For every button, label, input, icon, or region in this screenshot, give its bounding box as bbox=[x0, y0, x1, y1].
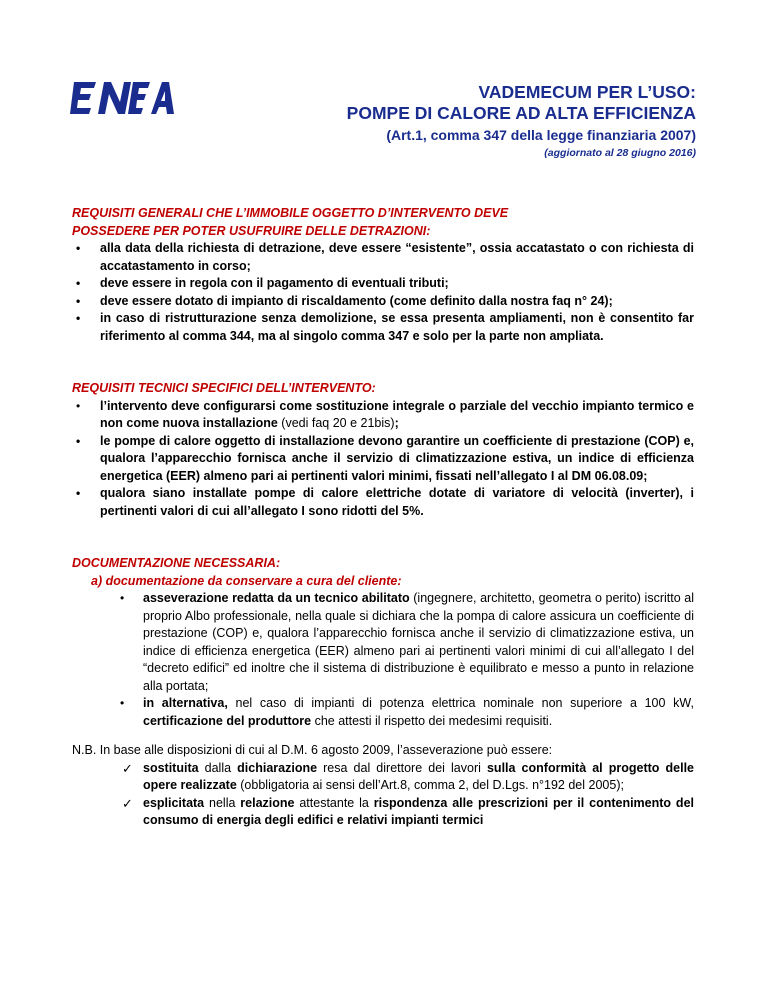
list-item: • alla data della richiesta di detrazione, deve essere “esistente”, ossia accatastato o con richiesta di accatastamento in corso; bbox=[72, 240, 694, 275]
list-item: • asseverazione redatta da un tecnico abilitato (ingegnere, architetto, geometra o perito) iscritto al proprio Albo professionale, nella quale si dichiara che la pompa di calore assicura un coefficiente di prestazione (COP) e, qualora l’apparecchio fornisca anche il servizio di climatizzazione estiva, un indice di efficienza energetica (EER) almeno pari ai pertinenti valori minimi di cui all’allegato I del “decreto edifici” ed inoltre che il sistema di distribuzione è equilibrato e messo a punto in relazione alla portata; bbox=[72, 590, 694, 695]
list-item: • deve essere in regola con il pagamento di eventuali tributi; bbox=[72, 275, 694, 293]
list-item: • deve essere dotato di impianto di riscaldamento (come definito dalla nostra faq n° 24); bbox=[72, 293, 694, 311]
checkmark-icon: ✓ bbox=[122, 760, 133, 776]
general-requirements-list bbox=[72, 240, 694, 345]
list-item: ✓ esplicitata nella relazione attestante la rispondenza alle prescrizioni per il contenimento del consumo di energia degli edifici e relativi impianti termici bbox=[122, 795, 694, 827]
list-item: • in caso di ristrutturazione senza demolizione, se essa presenta ampliamenti, non è consentito far riferimento al comma 344, ma al singolo comma 347 e solo per la parte non ampliata. bbox=[72, 310, 694, 345]
checkmark-icon: ✓ bbox=[122, 795, 133, 811]
document-body bbox=[72, 205, 694, 830]
subtitle: (Art.1, comma 347 della legge finanziaria 2007) bbox=[386, 127, 696, 143]
list-item: • le pompe di calore oggetto di installazione devono garantire un coefficiente di prestazione (COP) e, qualora l’apparecchio fornisca anche il servizio di climatizzazione estiva, un indice di efficienza energetica (EER) almeno pari ai pertinenti valori minimi, fissati nell’allegato I al DM 06.08.09; bbox=[72, 433, 694, 486]
section-documentation-title: DOCUMENTAZIONE NECESSARIA: bbox=[72, 556, 281, 570]
list-item: ✓ sostituita dalla dichiarazione resa dal direttore dei lavori sulla conformità al progetto delle opere realizzate (obbligatoria ai sensi dell’Art.8, comma 2, del D.Lgs. n°192 del 2005); bbox=[122, 760, 695, 792]
section-technical-title: REQUISITI TECNICI SPECIFICI DELL’INTERVENTO: bbox=[72, 381, 376, 395]
list-item: • in alternativa, nel caso di impianti di potenza elettrica nominale non superiore a 100 kW, certificazione del produttore che attesti il rispetto dei medesimi requisiti. bbox=[72, 695, 694, 730]
update-date: (aggiornato al 28 giugno 2016) bbox=[544, 147, 696, 159]
section-general-title: REQUISITI GENERALI CHE L’IMMOBILE OGGETTO D’INTERVENTO DEVE POSSEDERE PER POTER USUFRUIRE DELLE DETRAZIONI: bbox=[72, 206, 509, 238]
nb-note: N.B. In base alle disposizioni di cui al D.M. 6 agosto 2009, l’asseverazione può essere: bbox=[72, 743, 553, 757]
list-item: • qualora siano installate pompe di calore elettriche dotate di variatore di velocità (inverter), i pertinenti valori di cui all’allegato I sono ridotti del 5%. bbox=[72, 485, 694, 520]
enea-logo bbox=[70, 82, 174, 114]
documentation-list bbox=[72, 590, 694, 730]
title-line-1: VADEMECUM PER L’USO: bbox=[478, 82, 696, 102]
document-header bbox=[347, 82, 696, 160]
title-line-2: POMPE DI CALORE AD ALTA EFFICIENZA bbox=[346, 103, 696, 123]
list-item: • l’intervento deve configurarsi come sostituzione integrale o parziale del vecchio impianto termico e non come nuova installazione (vedi faq 20 e 21bis); bbox=[72, 398, 694, 433]
nb-checklist bbox=[72, 760, 694, 830]
technical-requirements-list bbox=[72, 398, 694, 521]
client-documentation-title: a) documentazione da conservare a cura del cliente: bbox=[91, 573, 402, 588]
